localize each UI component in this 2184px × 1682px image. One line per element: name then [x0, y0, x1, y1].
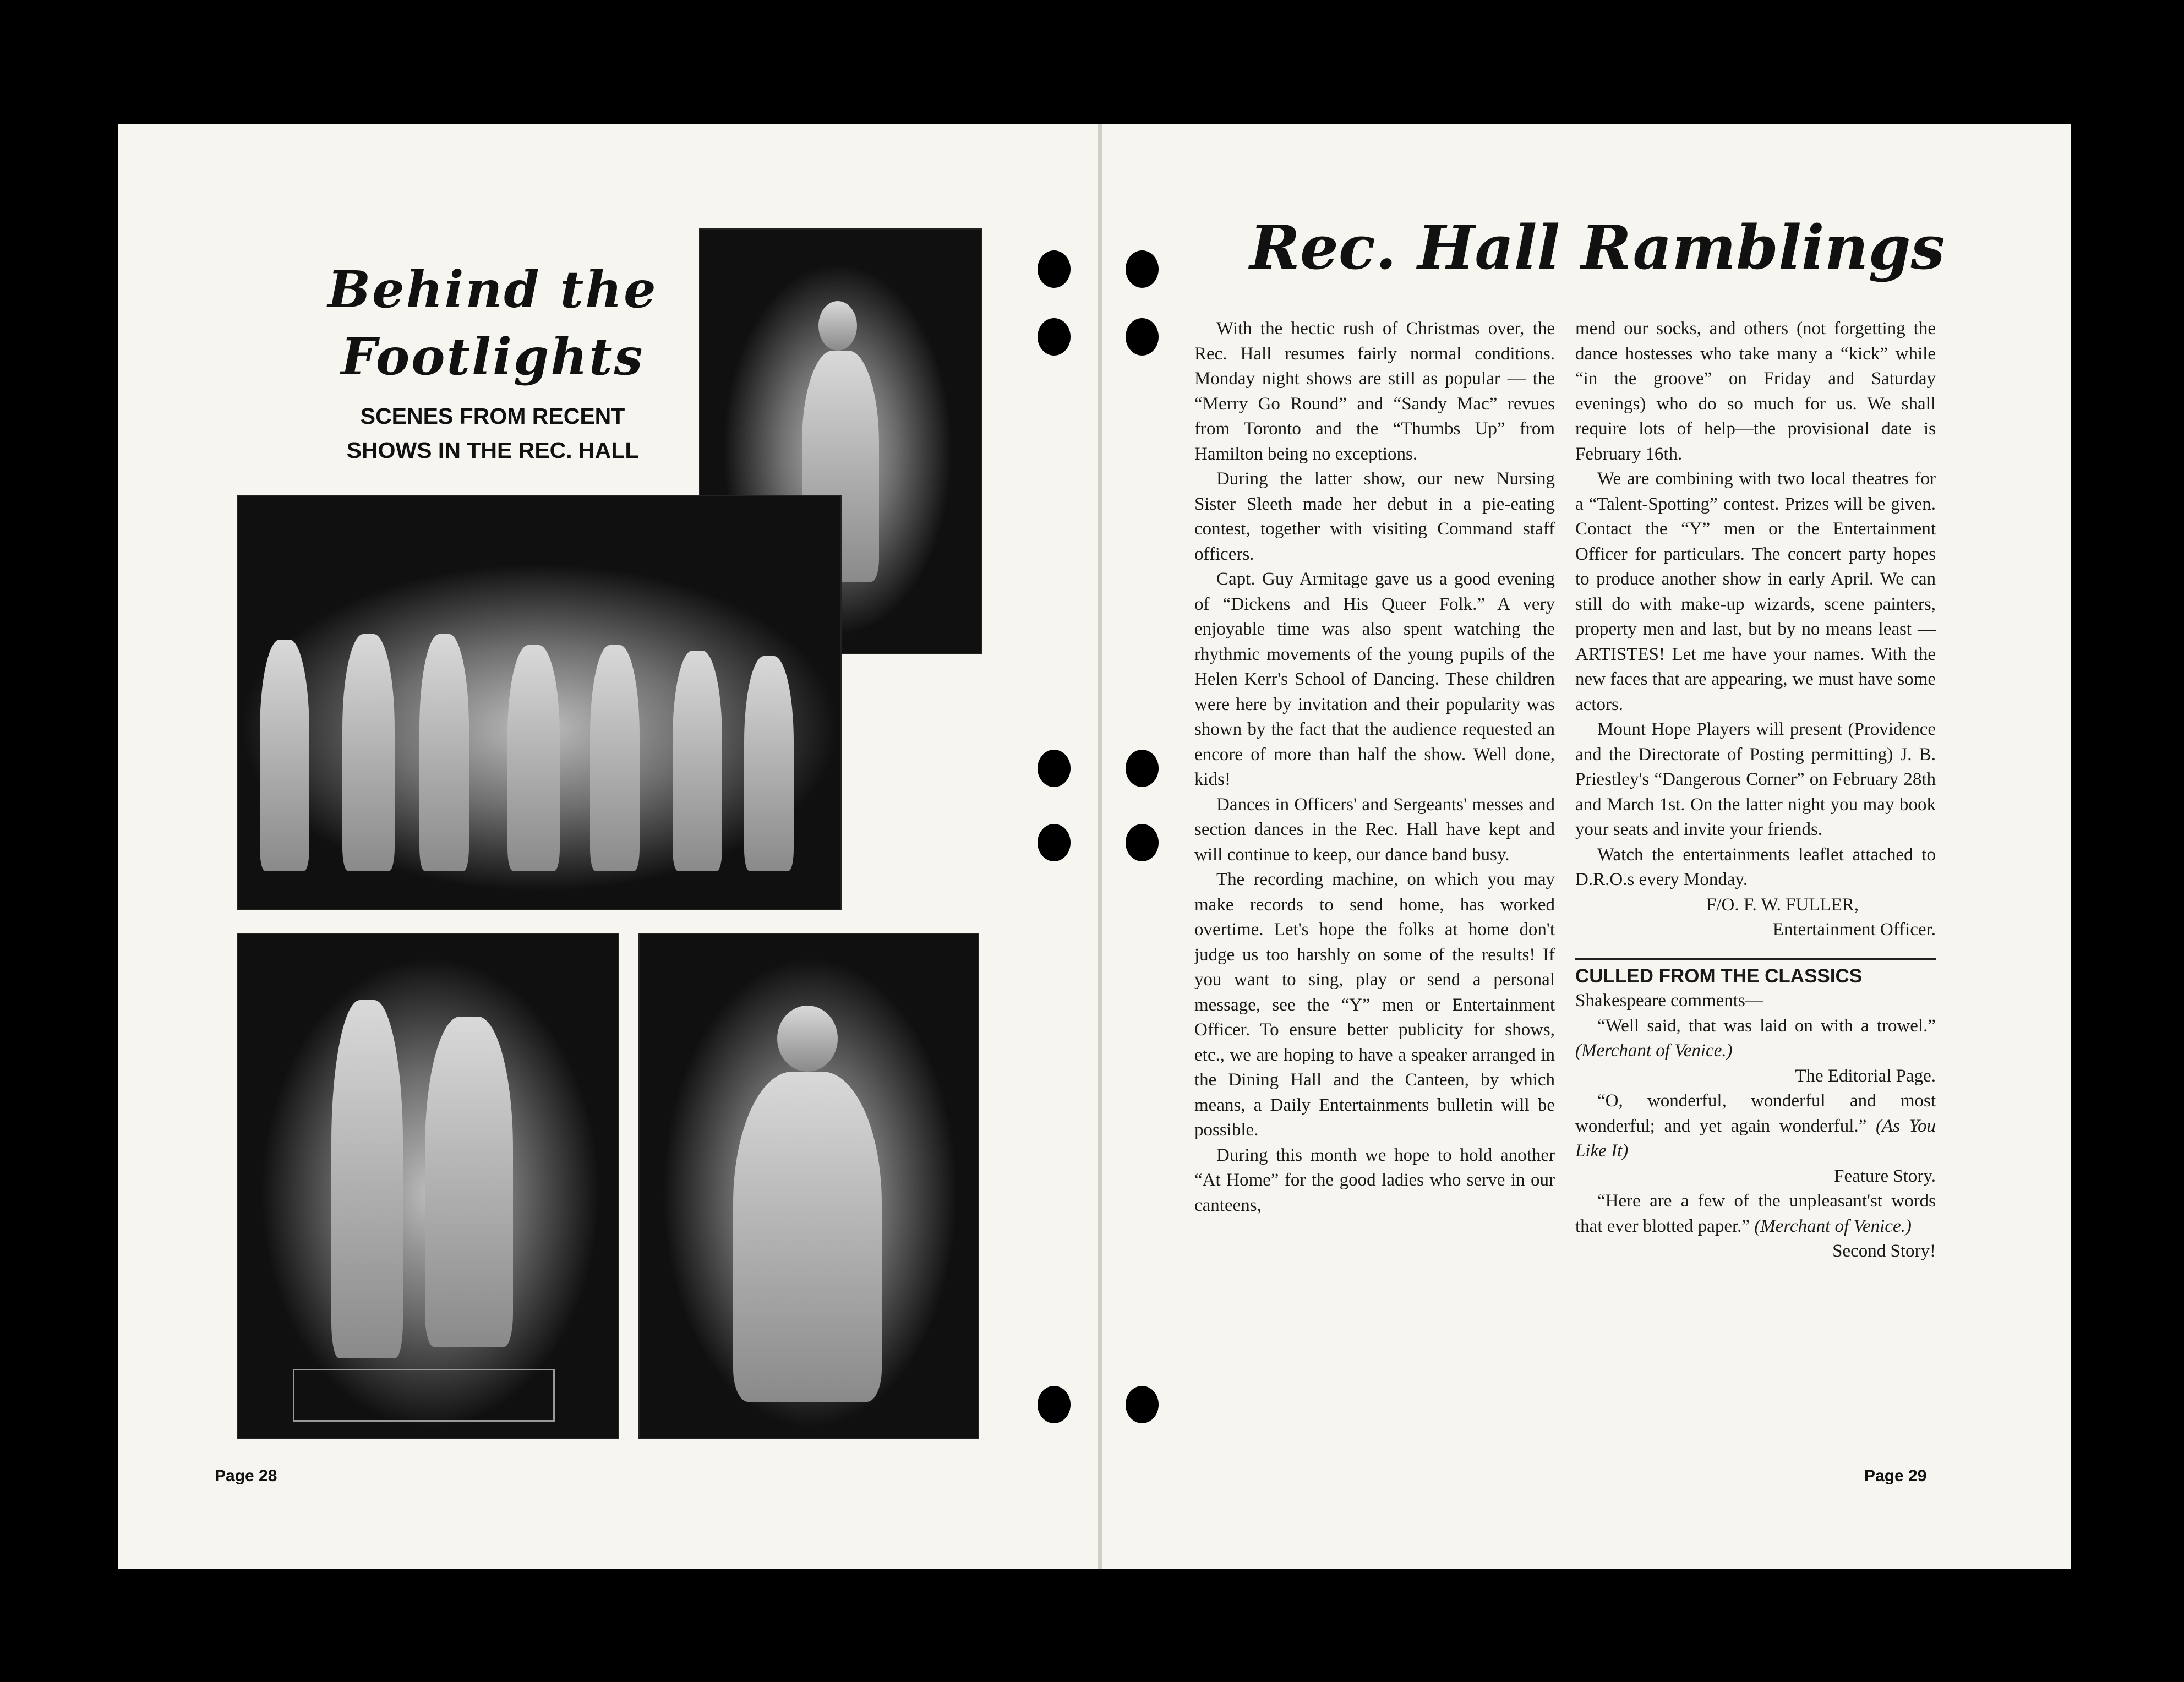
binder-hole: [1126, 750, 1159, 787]
binder-hole: [1038, 318, 1071, 356]
paragraph: During the latter show, our new Nursing Sister Sleeth made her debut in a pie-eating contest, together with visiting Command staff officers.: [1194, 469, 1555, 564]
binder-hole: [1126, 824, 1159, 861]
classics-target: The Editorial Page.: [1795, 1066, 1936, 1086]
classics-quote: “Here are a few of the unpleasant'st words that ever blotted paper.” (Merchant of Venice.): [1575, 1191, 1936, 1236]
classics-intro: Shakespeare comments—: [1575, 991, 1763, 1011]
paragraph: Capt. Guy Armitage gave us a good evening of “Dickens and His Queer Folk.” A very enjoyable time was also spent watching the rhythmic movements of the young pupils of the Helen Kerr's School of Dancing. These children were here by invitation and their popularity was shown by the fact that the audience requested an encore of more than half the show. Well done, kids!: [1194, 569, 1555, 789]
left-page: [118, 124, 1098, 1569]
classics-quote: “Well said, that was laid on with a trowel.” (Merchant of Venice.): [1575, 1015, 1936, 1061]
article-column-2: [1575, 316, 1936, 1264]
classics-target: Feature Story.: [1834, 1166, 1936, 1186]
quote-source: (As You Like It): [1575, 1116, 1936, 1161]
signature-name: F/O. F. W. FULLER,: [1706, 894, 1859, 915]
page-number-right: Page 29: [1864, 1467, 1927, 1485]
classics-heading: CULLED FROM THE CLASSICS: [1575, 958, 1936, 989]
right-page: [1102, 124, 2071, 1569]
photo-accordion-player: [638, 933, 979, 1439]
binder-hole: [1126, 250, 1159, 288]
paragraph: Mount Hope Players will present (Providence and the Directorate of Posting permitting) J. B. Priestley's “Dangerous Corner” on February 28th and March 1st. On the latter night you may book your seats and invite your friends.: [1575, 719, 1936, 839]
classics-target: Second Story!: [1832, 1241, 1936, 1261]
binder-hole: [1038, 250, 1071, 288]
paragraph: The recording machine, on which you may make records to send home, has worked overtime. Let's hope the folks at home don't judge us too harshly on some of the results! If you want to sing, play or send a personal message, see the “Y” men or Entertainment Officer. To ensure better publicity for shows, etc., we are hoping to have a speaker arranged in the Dining Hall and the Canteen, by which means, a Daily Entertainments bulletin will be possible.: [1194, 870, 1555, 1140]
classics-quote: “O, wonderful, wonderful and most wonderful; and yet again wonderful.” (As You Like It): [1575, 1091, 1936, 1161]
paragraph: We are combining with two local theatres for a “Talent-Spotting” contest. Prizes will be given. Contact the “Y” men or the Entertainment Officer for particulars. The concert party hopes to produce another show in early April. We can still do with make-up wizards, scene painters, property men and last, but by no means least — ARTISTES! Let me have your names. With the new faces that are appearing, we must have some actors.: [1575, 469, 1936, 714]
left-page-subtitle: SCENES FROM RECENT SHOWS IN THE REC. HALL: [346, 403, 639, 463]
page-number-left: Page 28: [215, 1467, 277, 1485]
photo-chorus-line: [237, 495, 842, 910]
paragraph: mend our socks, and others (not forgetting the dance hostesses who take many a “kick” while “in the groove” on Friday and Saturday evenings) who do so much for us. We shall require lots of help—the provisional date is February 16th.: [1575, 319, 1936, 464]
paragraph: Dances in Officers' and Sergeants' messes and section dances in the Rec. Hall have kept and will continue to keep, our dance band busy.: [1194, 794, 1555, 865]
quote-source: (Merchant of Venice.): [1754, 1216, 1912, 1236]
quote-source: (Merchant of Venice.): [1575, 1041, 1733, 1061]
article-column-1: [1194, 316, 1555, 1218]
binder-hole: [1126, 318, 1159, 356]
left-page-title: Behind the Footlights: [327, 260, 658, 386]
paragraph: Watch the entertainments leaflet attached to D.R.O.s every Monday.: [1575, 844, 1936, 889]
binder-hole: [1038, 750, 1071, 787]
binder-hole: [1038, 824, 1071, 861]
right-page-title: Rec. Hall Ramblings: [1249, 212, 1945, 283]
signature-title: Entertainment Officer.: [1772, 920, 1936, 940]
binder-hole: [1126, 1386, 1159, 1423]
binder-hole: [1038, 1386, 1071, 1423]
photo-dance-couple: [237, 933, 619, 1439]
paragraph: During this month we hope to hold another “At Home” for the good ladies who serve in our canteens,: [1194, 1145, 1555, 1215]
paragraph: With the hectic rush of Christmas over, the Rec. Hall resumes fairly normal conditions. Monday night shows are still as popular — the “Merry Go Round” and “Sandy Mac” revues from Toronto and the “Thumbs Up” from Hamilton being no exceptions.: [1194, 319, 1555, 464]
